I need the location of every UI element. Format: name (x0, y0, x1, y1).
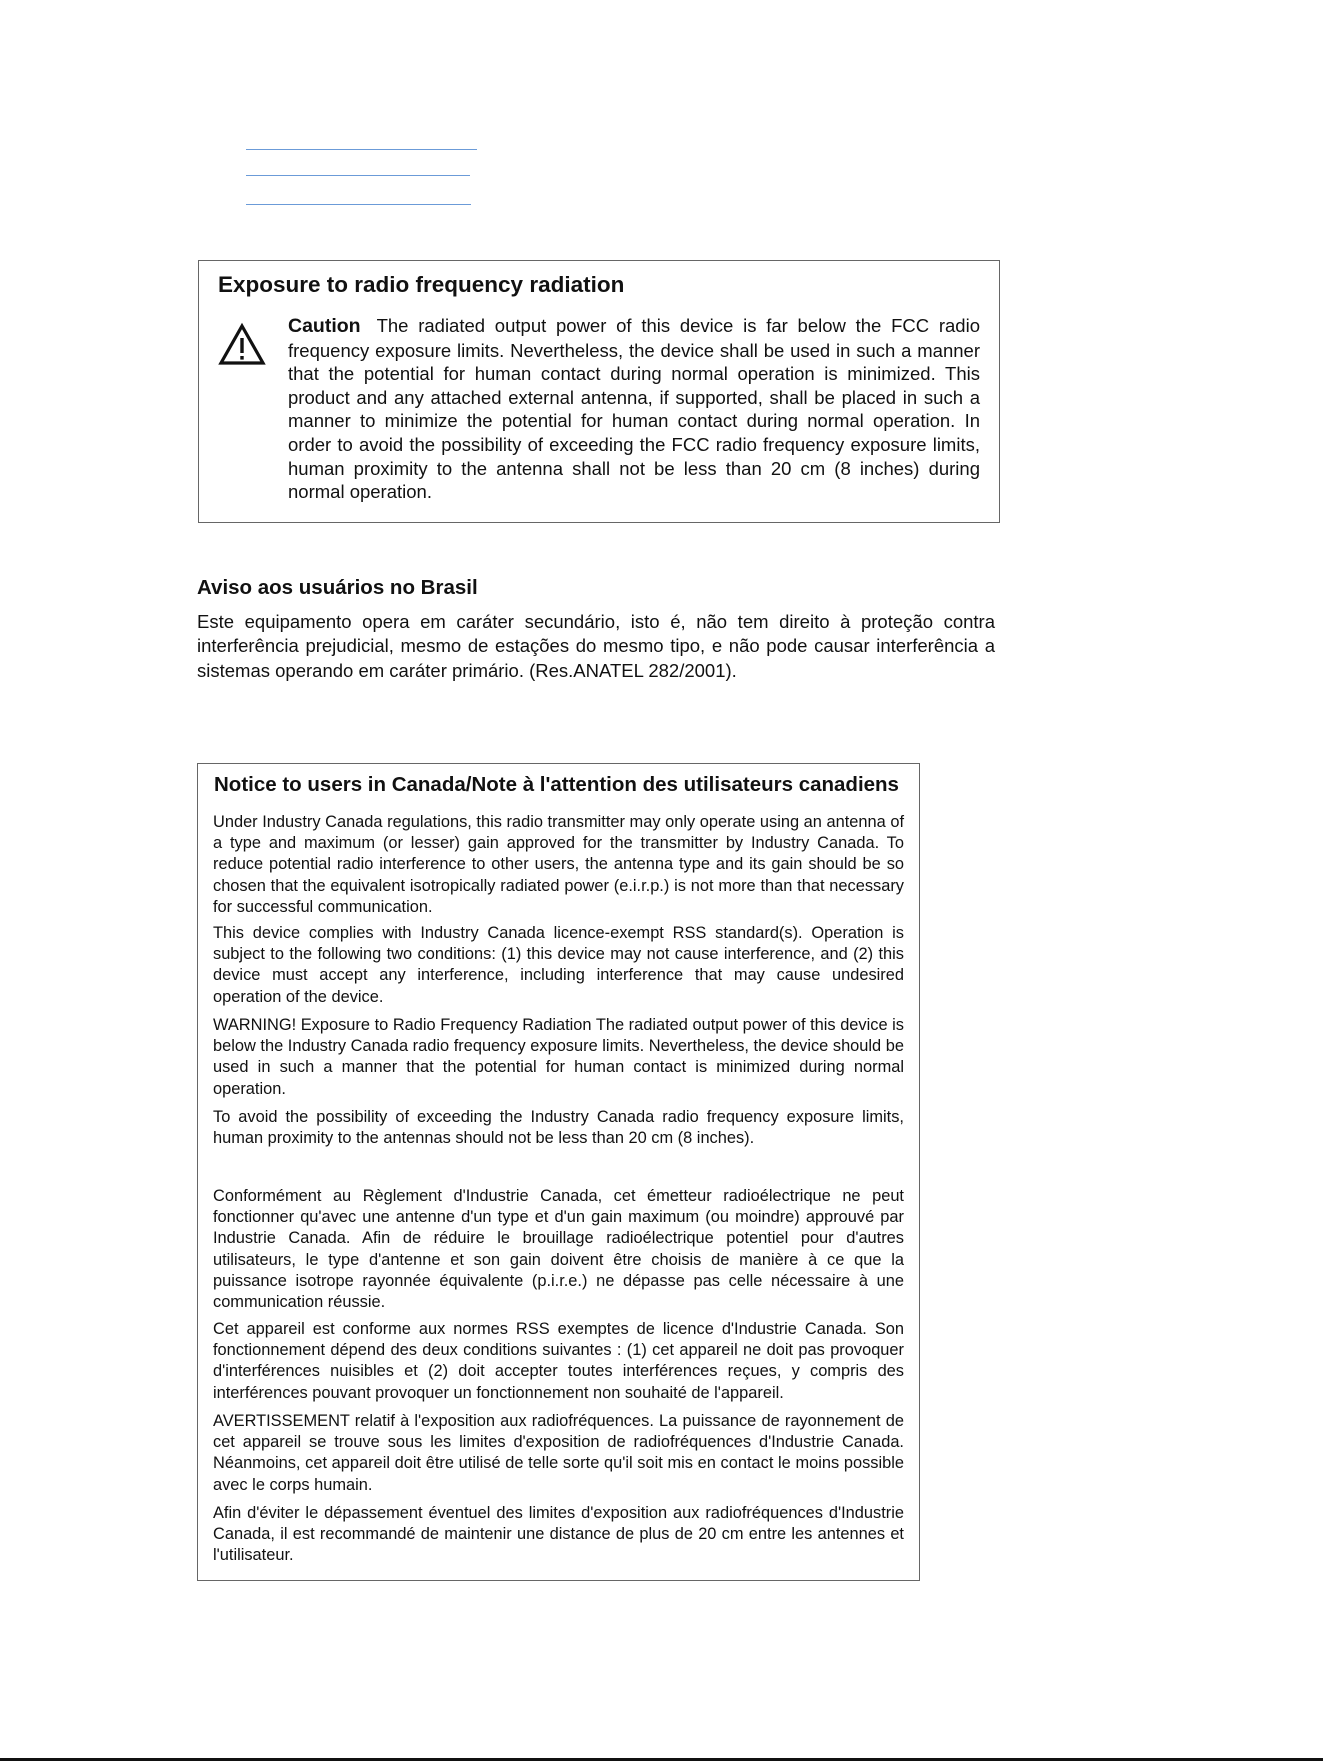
canada-notice-title: Notice to users in Canada/Note à l'attention des utilisateurs canadiens (214, 773, 899, 796)
canada-paragraph-en-1: Under Industry Canada regulations, this radio transmitter may only operate using an antenna of a type and maximum (or lesser) gain approved for the transmitter by Industry Canada. To reduce potential radio interference to other users, the antenna type and its gain should be so chosen that the equivalent isotropically radiated power (e.i.r.p.) is not more than that necessary for successful communication. (213, 813, 904, 916)
canada-paragraph-fr-3: AVERTISSEMENT relatif à l'exposition aux radiofréquences. La puissance de rayonnement de cet appareil se trouve sous les limites d'exposition de radiofréquences d'Industrie Canada. Néanmoins, cet appareil doit être utilisé de telle sorte qu'il soit mis en contact le moins possible avec le corps humain. (213, 1412, 904, 1494)
link-underline-3[interactable] (246, 204, 471, 205)
canada-paragraph-en-3: WARNING! Exposure to Radio Frequency Radiation The radiated output power of this device is below the Industry Canada radio frequency exposure limits. Nevertheless, the device should be used in such a manner that the potential for human contact is minimized during normal operation. (213, 1016, 904, 1098)
link-underline-2[interactable] (246, 175, 470, 176)
canada-paragraph-en-4: To avoid the possibility of exceeding the Industry Canada radio frequency exposure limits, human proximity to the antennas should not be less than 20 cm (8 inches). (213, 1108, 904, 1148)
rf-exposure-title: Exposure to radio frequency radiation (218, 272, 625, 297)
link-underline-1[interactable] (246, 149, 477, 150)
caution-label: Caution (288, 315, 361, 337)
brazil-notice-title: Aviso aos usuários no Brasil (197, 576, 478, 599)
caution-text: The radiated output power of this device is far below the FCC radio frequency exposure limits. Nevertheless, the device shall be used in such a manner that the potential for human contact during normal operation is minimized. This product and any attached external antenna, if supported, shall be placed in such a manner to minimize the potential for human contact during normal operation. In order to avoid the possibility of exceeding the FCC radio frequency exposure limits, human proximity to the antenna shall not be less than 20 cm (8 inches) during normal operation. (288, 315, 980, 503)
canada-paragraph-fr-1: Conformément au Règlement d'Industrie Canada, cet émetteur radioélectrique ne peut fonctionner qu'avec une antenne d'un type et d'un gain maximum (ou moindre) approuvé par Industrie Canada. Afin de réduire le brouillage radioélectrique potentiel pour d'autres utilisateurs, le type d'antenne et son gain doivent être choisis de manière à ce que la puissance isotrope rayonnée équivalente (p.i.r.e.) ne dépasse pas celle nécessaire à une communication réussie. (213, 1187, 904, 1312)
warning-triangle-icon (218, 322, 266, 366)
rf-caution-paragraph (288, 314, 980, 504)
brazil-notice-text: Este equipamento opera em caráter secundário, isto é, não tem direito à proteção contra interferência prejudicial, mesmo de estações do mesmo tipo, e não pode causar interferência a sistemas operando em caráter primário. (Res.ANATEL 282/2001). (197, 611, 995, 681)
canada-paragraph-fr-2: Cet appareil est conforme aux normes RSS exemptes de licence d'Industrie Canada. Son fonctionnement dépend des deux conditions suivantes : (1) cet appareil ne doit pas provoquer d'interférences nuisibles et (2) doit accepter toutes interférences reçues, y compris des interférences pouvant provoquer un fonctionnement non souhaité de l'appareil. (213, 1320, 904, 1402)
canada-paragraph-fr-4: Afin d'éviter le dépassement éventuel des limites d'exposition aux radiofréquences d'Industrie Canada, il est recommandé de maintenir une distance de plus de 20 cm entre les antennes et l'utilisateur. (213, 1504, 904, 1565)
canada-paragraph-en-2: This device complies with Industry Canada licence-exempt RSS standard(s). Operation is subject to the following two conditions: (1) this device may not cause interference, and (2) this device must accept any interference, including interference that may cause undesired operation of the device. (213, 924, 904, 1006)
